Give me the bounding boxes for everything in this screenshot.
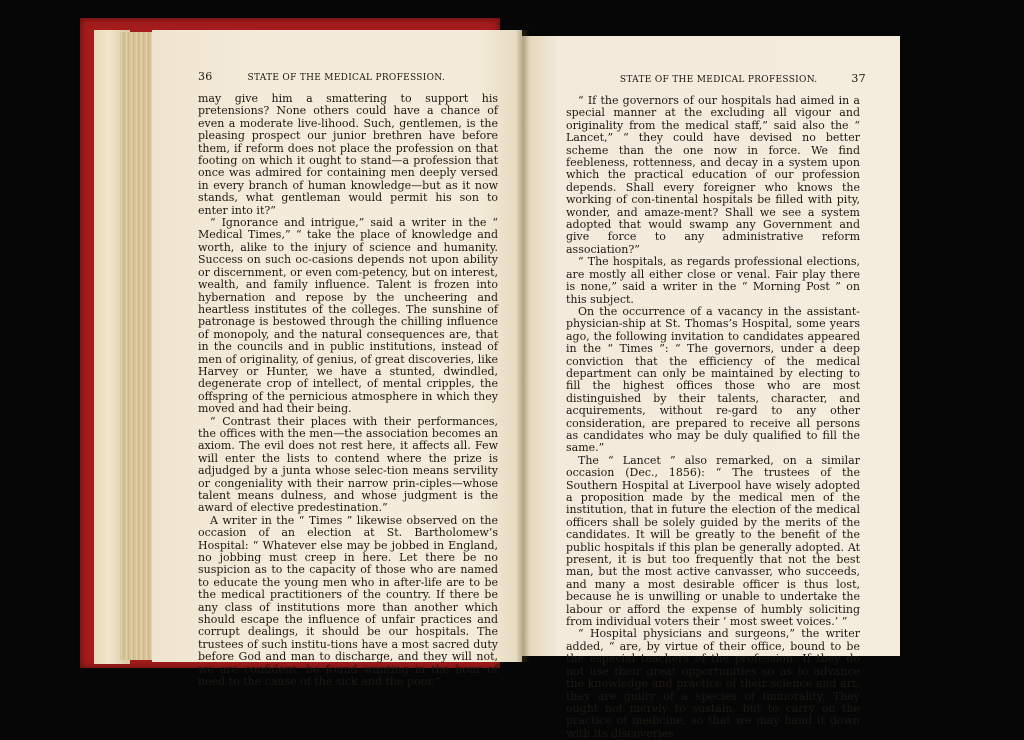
book-gutter — [516, 30, 530, 662]
paragraph: “ If the governors of our hospitals had aimed in a special manner at the excluding all vigour and originality from the medical staff,” said also the “ Lancet,” “ they could have devised no better scheme than the one now in force. We find feebleness, rottenness, and decay in a system upon which the practical education of our profession depends. Shall every foreigner who knows the working of con-tinental hospitals be filled with pity, wonder, and amaze-ment? Shall we see a system adopted that would swamp any Government and give force to any administrative reform association?” — [566, 94, 860, 256]
paragraph: may give him a smattering to support his pretensions? None others could have a chance of even a moderate live-lihood. Such, gentlemen, is the pleasing prospect our junior brethren have before them, if reform does not place the profession on that footing on which it ought to stand—a profession that once was admired for containing men deeply versed in every branch of human knowledge—but as it now stands, what gentleman would permit his son to enter into it?” — [198, 92, 498, 217]
paragraph: The “ Lancet ” also remarked, on a similar occasion (Dec., 1856): “ The trustees of the Southern Hospital at Liverpool have wisely adopted a proposition made by the medical men of the institution, that in future the election of the medical officers shall be solely guided by the merits of the candidates. It will be greatly to the benefit of the public hospitals if this plan be generally adopted. At present, it is but too frequently that not the best man, but the most active canvasser, who succeeds, and many a most desirable officer is thus lost, because he is unwilling or unable to undertake the labour or afford the expense of humbly soliciting from individual voters their ‘ most sweet voices.’ ” — [566, 453, 860, 629]
right-page-number: 37 — [851, 72, 866, 85]
left-page-number: 36 — [198, 70, 213, 83]
paragraph: “ The hospitals, as regards professional elections, are mostly all either close or venal. Fair play there is none,” said a writer in the “ Morning Post ” on this subject. — [566, 255, 860, 306]
right-page-text — [566, 95, 860, 740]
right-running-head: STATE OF THE MEDICAL PROFESSION. — [619, 75, 818, 85]
left-running-head: STATE OF THE MEDICAL PROFESSION. — [247, 73, 446, 83]
right-page-header — [566, 72, 866, 85]
page-stack — [120, 32, 155, 660]
left-page-header — [198, 70, 500, 83]
paragraph: A writer in the “ Times ” likewise observed on the occasion of an election at St. Bartholomew’s Hospital: “ Whatever else may be jobbed in England, no jobbing must creep in here. Let there be no suspicion as to the capacity of those who are named to educate the young men who in after-life are to be the medical practitioners of the country. If there be any class of institutions more than another which should escape the influence of unfair practices and corrupt dealings, it should be our hospitals. The trustees of such institu-tions have a most sacred duty before God and man to discharge, and they will not, we are confident, be found wanting in the hour of need to the cause of the sick and the poor.” — [198, 513, 498, 689]
paragraph: On the occurrence of a vacancy in the assistant-physician-ship at St. Thomas’s Hospital, some years ago, the following invitation to candidates appeared in the “ Times ”: “ The governors, under a deep conviction that the efficiency of the medical department can only be maintained by electing to fill the highest offices those who are most distinguished by their talents, character, and acquirements, without re-gard to any other consideration, are prepared to receive all persons as candidates who may be duly qualified to fill the same.” — [566, 304, 860, 455]
right-page — [522, 36, 900, 740]
paragraph: “ Hospital physicians and surgeons,” the writer added, “ are, by virtue of their office, bound to be the especial teachers of the profession. If they do not use their great opportunities so as to advance the knowledge and practice of their science and art, they are guilty of a species of immorality. They ought not merely to sustain, but to carry on the practice of medicine, so that we may hand it down with its discoveries — [566, 627, 860, 740]
left-page-text — [198, 93, 498, 689]
paragraph: “ Contrast their places with their performances, the offices with the men—the association becomes an axiom. The evil does not rest here, it affects all. Few will enter the lists to contend where the prize is adjudged by a junta whose selec-tion means servility or congeniality with their narrow prin-ciples—whose talent means dulness, and whose judgment is the award of elective predestination.” — [198, 414, 498, 515]
left-page — [152, 30, 522, 689]
paragraph: “ Ignorance and intrigue,” said a writer in the “ Medical Times,” “ take the place of knowledge and worth, alike to the injury of science and humanity. Success on such oc-casions depends not upon ability or discernment, or even com-petency, but on interest, wealth, and family influence. Talent is frozen into hybernation and repose by the uncheering and heartless institutes of the colleges. The sunshine of patronage is bestowed through the chilling influence of monopoly, and the natural consequences are, that in the councils and in public institutions, instead of men of originality, of genius, of great discoveries, like Harvey or Hunter, we have a stunted, dwindled, degenerate crop of intellect, of mental cripples, the offspring of the pernicious atmosphere in which they moved and had their being. — [198, 216, 498, 416]
